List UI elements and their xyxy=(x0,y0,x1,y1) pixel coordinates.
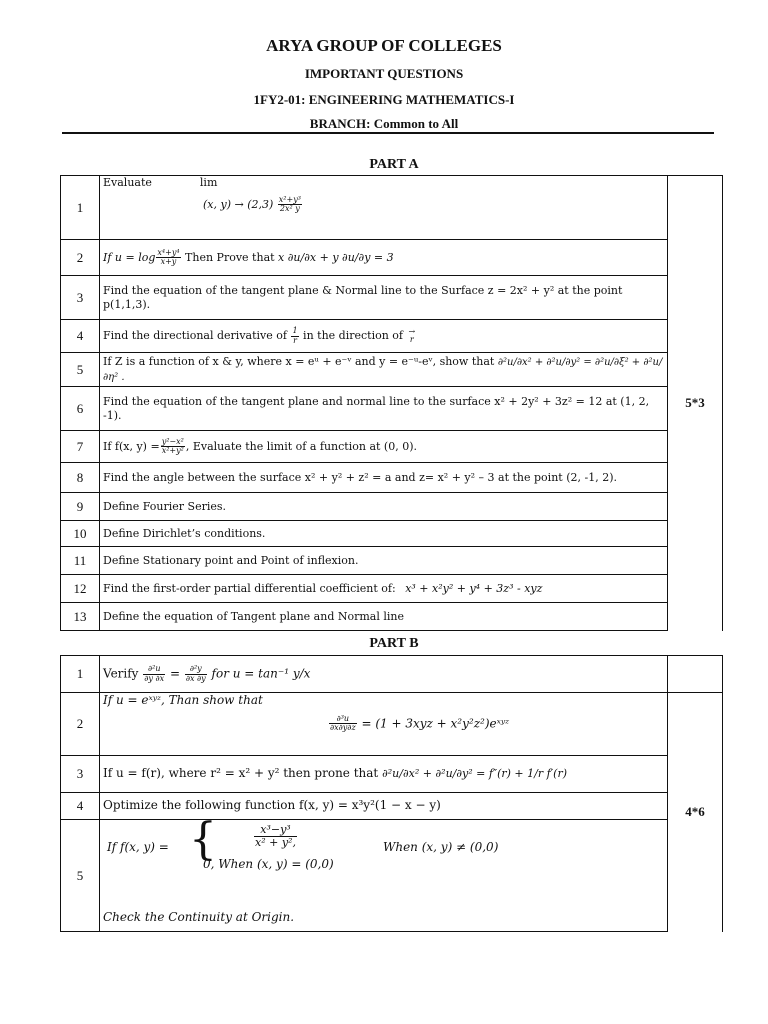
table-row xyxy=(61,521,723,547)
question-text: Define Dirichlet’s conditions. xyxy=(100,521,668,547)
table-row xyxy=(61,176,723,240)
table-row xyxy=(61,353,723,387)
college-title: ARYA GROUP OF COLLEGES xyxy=(266,36,502,55)
question-text: If f(x, y) = $\frac{\text{y²−x²}}{\text{x²+y²}}$ , Evaluate the limit of a function at (0, 0). xyxy=(100,431,668,463)
question-number: 5 xyxy=(61,353,100,387)
part-a-table xyxy=(60,175,723,631)
header-divider xyxy=(62,132,714,134)
table-row xyxy=(61,793,723,820)
question-text xyxy=(100,176,668,240)
question-number: 4 xyxy=(61,793,100,820)
table-row xyxy=(61,276,723,320)
question-number: 6 xyxy=(61,387,100,431)
question-number: 11 xyxy=(61,547,100,575)
document-subtitle: IMPORTANT QUESTIONS xyxy=(304,66,464,81)
table-row xyxy=(61,240,723,276)
question-text: Find the directional derivative of $\frac{1}{r}$ in the direction of → r xyxy=(100,320,668,353)
question-number: 1 xyxy=(61,176,100,240)
question-text: Optimize the following function f(x, y) = x³y²(1 − x − y) xyxy=(100,793,668,820)
table-row xyxy=(61,575,723,603)
table-row xyxy=(61,320,723,353)
table-row xyxy=(61,431,723,463)
part-b-title: PART B xyxy=(369,636,419,651)
table-row xyxy=(61,603,723,631)
branch-label: BRANCH: Common to All xyxy=(309,116,459,131)
lim-label: lim xyxy=(199,176,218,189)
table-row xyxy=(61,463,723,493)
part-b-marks: 4*6 xyxy=(668,693,723,932)
fraction: $\frac{\text{x²+y³}}{\text{2x² y}}$ xyxy=(278,194,301,214)
table-row xyxy=(61,820,723,932)
question-text: Define Stationary point and Point of inflexion. xyxy=(100,547,668,575)
question-number: 7 xyxy=(61,431,100,463)
question-text: Find the equation of the tangent plane and normal line to the surface x² + 2y² + 3z² = 12 at (1, 2, -1). xyxy=(100,387,668,431)
question-number: 2 xyxy=(61,693,100,756)
question-text: Define the equation of Tangent plane and Normal line xyxy=(100,603,668,631)
question-label: Evaluate xyxy=(103,176,152,189)
table-row xyxy=(61,547,723,575)
table-row xyxy=(61,493,723,521)
course-title: 1FY2-01: ENGINEERING MATHEMATICS-I xyxy=(253,92,515,107)
question-number: 1 xyxy=(61,656,100,693)
question-text: Find the equation of the tangent plane & Normal line to the Surface z = 2x² + y² at the point p(1,1,3). xyxy=(100,276,668,320)
table-row xyxy=(61,387,723,431)
question-number: 3 xyxy=(61,276,100,320)
part-b-table xyxy=(60,655,723,932)
question-text: If u = f(r), where r² = x² + y² then prone that ∂²u/∂x² + ∂²u/∂y² = f″(r) + 1/r f′(r) xyxy=(100,756,668,793)
question-number: 13 xyxy=(61,603,100,631)
question-text: If u = log $\frac{\text{x⁴+y⁴}}{x+y}$ Then Prove that x ∂u/∂x + y ∂u/∂y = 3 xyxy=(100,240,668,276)
question-text: If Z is a function of x & y, where x = eᵘ + e⁻ᵛ and y = e⁻ᵘ-eᵛ, show that ∂²u/∂x² + ∂²u/∂y² = ∂²u/∂ξ² + ∂²u/∂η² . xyxy=(100,353,668,387)
question-number: 3 xyxy=(61,756,100,793)
table-row xyxy=(61,656,723,693)
question-number: 4 xyxy=(61,320,100,353)
part-a-marks: 5*3 xyxy=(668,176,723,631)
marks-cell xyxy=(668,656,723,693)
table-row xyxy=(61,693,723,756)
vector-r-symbol: → r xyxy=(408,326,416,344)
question-number: 5 xyxy=(61,820,100,932)
part-a-title: PART A xyxy=(369,157,419,172)
question-number: 8 xyxy=(61,463,100,493)
limit-point: (x, y) → (2,3) xyxy=(203,197,274,211)
question-number: 9 xyxy=(61,493,100,521)
question-text: Find the first-order partial differential coefficient of: x³ + x²y² + y⁴ + 3z³ - xyz xyxy=(100,575,668,603)
question-text: Define Fourier Series. xyxy=(100,493,668,521)
question-number: 2 xyxy=(61,240,100,276)
question-text: If f(x, y) = { $\frac{\text{x³−y³}}{\text{x² + y²,}}$ 0, When (x, y) = (0,0) When (x, y) ≠ (0,0) Check the Continuity at Origin. xyxy=(100,820,668,932)
question-number: 10 xyxy=(61,521,100,547)
table-row xyxy=(61,756,723,793)
question-text: Verify $\frac{\text{∂²u}}{\partial y \partial x}$ = $\frac{\text{∂²y}}{\partial x \partial y}$ for u = tan⁻¹ y/x xyxy=(100,656,668,693)
question-text: If u = eˣʸᶻ, Than show that $\frac{\text{∂³u}}{\partial x\partial y\partial z}$ = (1 + 3xyz + x²y²z²)eˣʸᶻ xyxy=(100,693,668,756)
question-number: 12 xyxy=(61,575,100,603)
brace-symbol: { xyxy=(189,814,217,865)
question-text: Find the angle between the surface x² + y² + z² = a and z= x² + y² – 3 at the point (2, -1, 2). xyxy=(100,463,668,493)
